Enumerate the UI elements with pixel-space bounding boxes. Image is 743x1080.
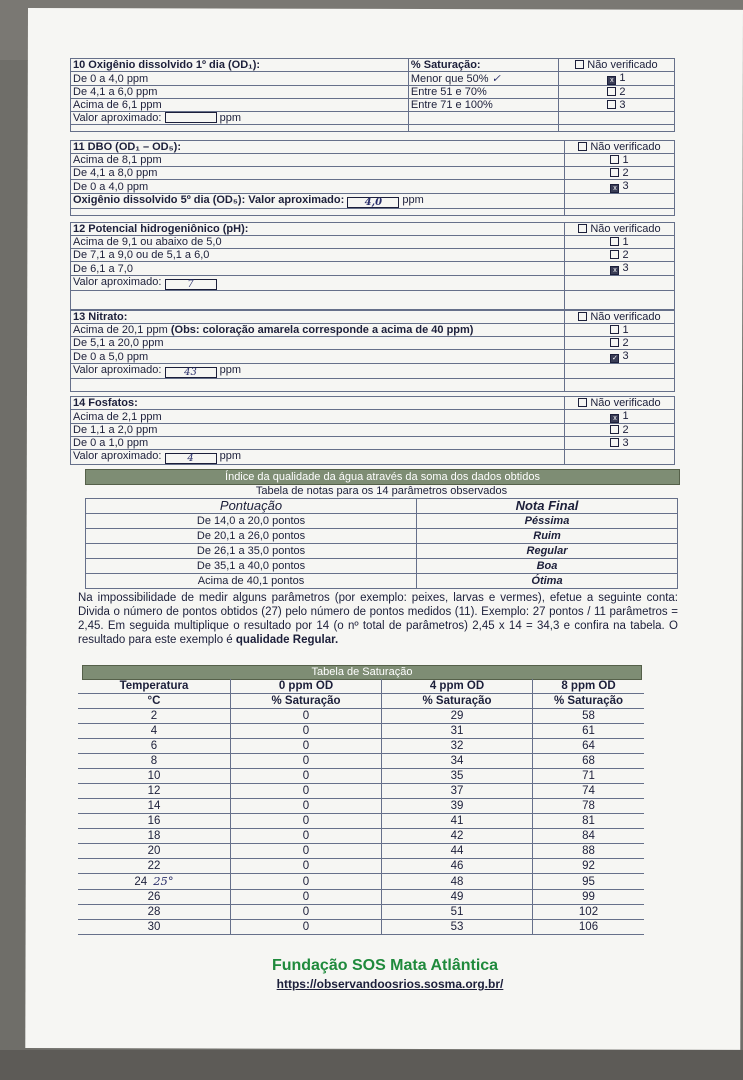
q12-table	[70, 222, 675, 310]
notes-nota: Péssima	[417, 514, 678, 529]
checkbox[interactable]	[610, 168, 619, 177]
sat-cell: 14	[78, 799, 231, 814]
q10-row-sat: Menor que 50% ✓	[408, 72, 558, 86]
sat-cell: 0	[231, 814, 382, 829]
checkbox-checked[interactable]: x	[607, 76, 616, 85]
q14-table	[70, 396, 675, 465]
sat-h2: % Saturação	[533, 694, 645, 709]
checkbox[interactable]	[578, 224, 587, 233]
q14-title: 14 Fosfatos:	[71, 397, 565, 410]
sat-cell: 46	[382, 859, 533, 874]
sat-cell: 106	[533, 920, 645, 935]
q10-row-label: De 0 a 4,0 ppm	[71, 72, 409, 86]
sat-h-0ppm: 0 ppm OD	[231, 679, 382, 694]
sat-cell: 78	[533, 799, 645, 814]
checkbox[interactable]	[578, 312, 587, 321]
sat-cell: 31	[382, 724, 533, 739]
notes-nota: Ruim	[417, 529, 678, 544]
checkbox[interactable]	[610, 237, 619, 246]
handwritten-annotation: 25°	[153, 874, 174, 888]
q13-opt-1[interactable]: 1	[565, 324, 675, 337]
sat-cell: 30	[78, 920, 231, 935]
checkbox-checked[interactable]: x	[610, 414, 619, 423]
q11-table	[70, 140, 675, 216]
sat-cell: 35	[382, 769, 533, 784]
sat-cell: 0	[231, 739, 382, 754]
sat-cell: 0	[231, 890, 382, 905]
q13-valor: Valor aproximado: 43 ppm	[71, 364, 565, 379]
notes-caption: Tabela de notas para os 14 parâmetros observados	[255, 485, 508, 497]
q11-opt-1[interactable]: 1	[565, 154, 675, 167]
q10-row-label: De 4,1 a 6,0 ppm	[71, 86, 409, 99]
sat-cell: 41	[382, 814, 533, 829]
q11-nv[interactable]: Não verificado	[565, 141, 675, 154]
footer-url[interactable]: https://observandoosrios.sosma.org.br/	[276, 977, 504, 991]
sat-cell: 20	[78, 844, 231, 859]
sat-h2: % Saturação	[231, 694, 382, 709]
sat-cell: 0	[231, 709, 382, 724]
q12-valor: Valor aproximado: 7	[71, 276, 565, 291]
sat-cell: 49	[382, 890, 533, 905]
sat-cell: 0	[231, 874, 382, 890]
q10-title: 10 Oxigênio dissolvido 1º dia (OD₁):	[71, 59, 409, 72]
instructions-paragraph: Na impossibilidade de medir alguns parâmetros (por exemplo: peixes, larvas e vermes), efetue a seguinte conta: Divida o número de pontos obtidos (27) pelo número de pontos medidos (11). Exemplo: 27 pontos / 11 parâmetros = 2,45. Em seguida multiplique o resultado por 14 (o nº total de parâmetros) 2,45 x 14 = 34,3 e confira na tabela. O resultado para este exemplo é qualidade Regular.	[78, 592, 678, 646]
sat-cell: 0	[231, 920, 382, 935]
sat-cell: 0	[231, 769, 382, 784]
q13-opt-3[interactable]: ✓ 3	[565, 350, 675, 364]
checkbox-checked[interactable]: ✓	[612, 355, 618, 362]
checkbox[interactable]	[610, 338, 619, 347]
q14-nv[interactable]: Não verificado	[565, 397, 675, 410]
sat-row	[78, 739, 644, 754]
sat-row	[78, 799, 644, 814]
sat-row	[78, 814, 644, 829]
sat-cell: 64	[533, 739, 645, 754]
q12-opt-3[interactable]: x 3	[565, 262, 675, 276]
checkbox[interactable]	[610, 325, 619, 334]
sat-cell: 95	[533, 874, 645, 890]
sat-row	[78, 890, 644, 905]
sat-cell: 0	[231, 859, 382, 874]
q12-nv[interactable]: Não verificado	[565, 223, 675, 236]
sat-cell: 74	[533, 784, 645, 799]
q11-row-label: De 0 a 4,0 ppm	[71, 180, 565, 194]
footer-org: Fundação SOS Mata Atlântica	[271, 957, 499, 974]
sat-cell: 29	[382, 709, 533, 724]
q12-row-label: De 7,1 a 9,0 ou de 5,1 a 6,0	[71, 249, 565, 262]
sat-h-temp: Temperatura	[78, 679, 231, 694]
sat-cell: 2	[78, 709, 231, 724]
q10-opt-2[interactable]: 2	[558, 86, 674, 99]
notes-pont: De 20,1 a 26,0 pontos	[86, 529, 417, 544]
sat-cell: 24 25°	[78, 874, 231, 890]
checkbox[interactable]	[610, 425, 619, 434]
q14-row-label: De 0 a 1,0 ppm	[71, 437, 565, 450]
q14-valor: Valor aproximado: 4 ppm	[71, 450, 565, 465]
checkbox[interactable]	[610, 155, 619, 164]
q10-value-field[interactable]	[165, 112, 217, 123]
checkbox[interactable]	[607, 87, 616, 96]
saturacao-banner: Tabela de Saturação	[82, 665, 642, 680]
sat-cell: 0	[231, 905, 382, 920]
sat-cell: 102	[533, 905, 645, 920]
sat-cell: 28	[78, 905, 231, 920]
sat-cell: 58	[533, 709, 645, 724]
q10-opt-3[interactable]: 3	[558, 99, 674, 112]
q13-title: 13 Nitrato:	[71, 311, 565, 324]
q13-row-label: De 0 a 5,0 ppm	[71, 350, 565, 364]
sat-cell: 84	[533, 829, 645, 844]
notes-table	[85, 484, 678, 589]
sat-row	[78, 920, 644, 935]
q12-row-label: De 6,1 a 7,0	[71, 262, 565, 276]
q11-od5: Oxigênio dissolvido 5º dia (OD₅): Valor aproximado: 4,0 ppm	[71, 194, 565, 209]
sat-cell: 0	[231, 829, 382, 844]
notes-pont: De 26,1 a 35,0 pontos	[86, 544, 417, 559]
q10-row-sat: Entre 71 e 100%	[408, 99, 558, 112]
q12-opt-2[interactable]: 2	[565, 249, 675, 262]
sat-cell: 53	[382, 920, 533, 935]
sat-cell: 0	[231, 784, 382, 799]
sat-cell: 34	[382, 754, 533, 769]
saturacao-table	[78, 679, 644, 935]
sat-row	[78, 829, 644, 844]
notes-nota: Regular	[417, 544, 678, 559]
q13-opt-2[interactable]: 2	[565, 337, 675, 350]
sat-cell: 99	[533, 890, 645, 905]
q14-value-field[interactable]: 4	[165, 453, 217, 464]
checkbox[interactable]	[610, 438, 619, 447]
sat-cell: 92	[533, 859, 645, 874]
q10-row-sat: Entre 51 e 70%	[408, 86, 558, 99]
sat-row	[78, 844, 644, 859]
notes-nota: Ótima	[417, 574, 678, 589]
notes-pont: Acima de 40,1 pontos	[86, 574, 417, 589]
sat-row	[78, 769, 644, 784]
indice-banner: Índice da qualidade da água através da soma dos dados obtidos	[85, 469, 680, 485]
checkbox[interactable]	[610, 250, 619, 259]
q11-title: 11 DBO (OD₁ – OD₅):	[71, 141, 565, 154]
sat-cell: 16	[78, 814, 231, 829]
sat-cell: 51	[382, 905, 533, 920]
sat-cell: 26	[78, 890, 231, 905]
checkbox[interactable]	[578, 398, 587, 407]
sat-cell: 32	[382, 739, 533, 754]
q10-row-label: Acima de 6,1 ppm	[71, 99, 409, 112]
checkbox[interactable]	[578, 142, 587, 151]
sat-cell: 0	[231, 754, 382, 769]
handwritten-check: ✓	[491, 71, 501, 85]
sat-cell: 37	[382, 784, 533, 799]
sat-cell: 61	[533, 724, 645, 739]
q11-row-label: De 4,1 a 8,0 ppm	[71, 167, 565, 180]
q12-value-field[interactable]: 7	[165, 279, 217, 290]
sat-row	[78, 724, 644, 739]
q12-opt-1[interactable]: 1	[565, 236, 675, 249]
sat-cell: 88	[533, 844, 645, 859]
q14-row-label: De 1,1 a 2,0 ppm	[71, 424, 565, 437]
sat-cell: 0	[231, 724, 382, 739]
sat-cell: 12	[78, 784, 231, 799]
q10-nv[interactable]: Não verificado	[558, 59, 674, 72]
notes-nota: Boa	[417, 559, 678, 574]
q13-nv[interactable]: Não verificado	[565, 311, 675, 324]
q10-opt-1[interactable]: x 1	[558, 72, 674, 86]
sat-row	[78, 709, 644, 724]
q13-table	[70, 310, 675, 392]
sat-row	[78, 859, 644, 874]
q14-opt-2[interactable]: 2	[565, 424, 675, 437]
sat-cell: 6	[78, 739, 231, 754]
notes-header-pontuacao: Pontuação	[86, 499, 417, 514]
sat-cell: 68	[533, 754, 645, 769]
sat-cell: 4	[78, 724, 231, 739]
sat-cell: 42	[382, 829, 533, 844]
q11-opt-2[interactable]: 2	[565, 167, 675, 180]
sat-h2: % Saturação	[382, 694, 533, 709]
q10-sat-title: % Saturação:	[408, 59, 558, 72]
q12-title: 12 Potencial hidrogeniônico (pH):	[71, 223, 565, 236]
sat-cell: 0	[231, 799, 382, 814]
notes-header-nota: Nota Final	[417, 499, 678, 514]
checkbox[interactable]	[607, 100, 616, 109]
notes-pont: De 35,1 a 40,0 pontos	[86, 559, 417, 574]
q11-od5-field[interactable]: 4,0	[347, 197, 399, 208]
sat-cell: 0	[231, 844, 382, 859]
q12-row-label: Acima de 9,1 ou abaixo de 5,0	[71, 236, 565, 249]
sat-h-4ppm: 4 ppm OD	[382, 679, 533, 694]
q14-row-label: Acima de 2,1 ppm	[71, 410, 565, 424]
notes-pont: De 14,0 a 20,0 pontos	[86, 514, 417, 529]
q14-opt-3[interactable]: 3	[565, 437, 675, 450]
floor-edge	[0, 1050, 743, 1080]
sat-cell: 10	[78, 769, 231, 784]
q10-table	[70, 58, 675, 132]
checkbox[interactable]	[575, 60, 584, 69]
sat-cell: 22	[78, 859, 231, 874]
sat-cell: 18	[78, 829, 231, 844]
q13-row-label: Acima de 20,1 ppm (Obs: coloração amarela corresponde a acima de 40 ppm)	[71, 324, 565, 337]
sat-cell: 81	[533, 814, 645, 829]
q11-row-label: Acima de 8,1 ppm	[71, 154, 565, 167]
sat-h2: °C	[78, 694, 231, 709]
sat-row	[78, 784, 644, 799]
q13-row-label: De 5,1 a 20,0 ppm	[71, 337, 565, 350]
sat-cell: 71	[533, 769, 645, 784]
q10-valor: Valor aproximado: ppm	[71, 112, 409, 125]
sat-h-8ppm: 8 ppm OD	[533, 679, 645, 694]
sat-cell: 39	[382, 799, 533, 814]
sat-cell: 8	[78, 754, 231, 769]
q11-opt-3[interactable]: x 3	[565, 180, 675, 194]
checkbox-checked[interactable]: x	[610, 184, 619, 193]
q14-opt-1[interactable]: x 1	[565, 410, 675, 424]
sat-row	[78, 874, 644, 890]
q13-value-field[interactable]: 43	[165, 367, 217, 378]
sat-row	[78, 905, 644, 920]
sat-row	[78, 754, 644, 769]
checkbox-checked[interactable]: x	[610, 266, 619, 275]
sat-cell: 44	[382, 844, 533, 859]
sat-cell: 48	[382, 874, 533, 890]
